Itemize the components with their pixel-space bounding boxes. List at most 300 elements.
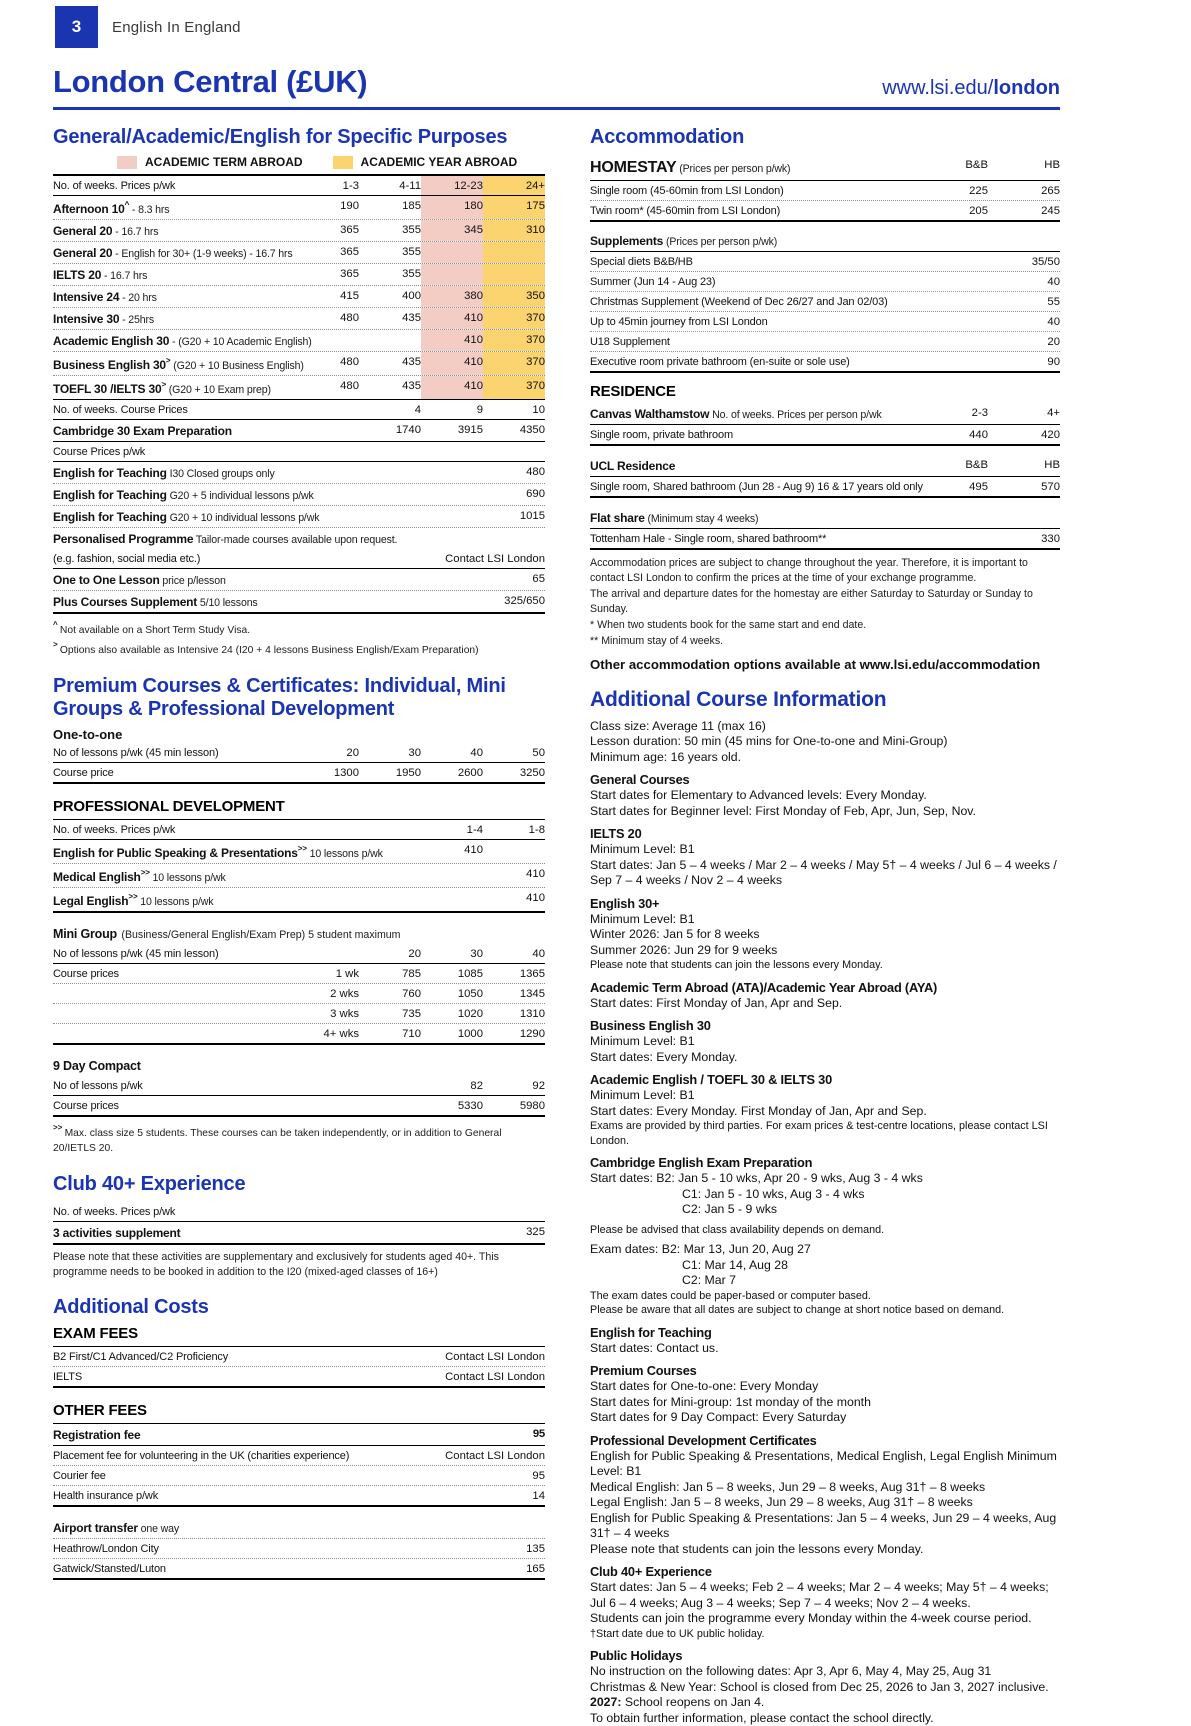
accommodation-note: The arrival and departure dates for the homestay are either Saturday to Saturday or Sunday to Sunday. [590,588,1033,615]
info-line: Winter 2026: Jan 5 for 8 weeks [590,927,760,942]
table-row [53,888,545,913]
info-line: English for Public Speaking & Presentations, Medical English, Legal English Minimum Level: B1 [590,1448,1057,1479]
row-label [53,400,297,419]
footnote-line [53,619,545,639]
price-cell: 1950 [395,766,421,779]
legend-swatch [333,156,353,169]
flat-share-table [590,507,1060,550]
row-desc: (Minimum stay 4 weeks) [644,512,759,525]
info-block-heading: Academic Term Abroad (ATA)/Academic Year Abroad (AYA) [590,979,938,995]
row-label-text: Tottenham Hale - Single room, shared bathroom** [590,532,827,545]
row-label [590,352,1047,371]
right-column [590,126,1060,1726]
price-cell [483,264,545,285]
row-desc: 10 lessons p/wk [306,847,383,860]
price-cell: 785 [402,967,421,980]
accommodation-notes [590,556,1060,648]
table-row [53,462,545,484]
row-label-text: U18 Supplement [590,335,670,348]
price-cell: 410 [526,891,545,904]
info-block [590,980,1060,1011]
row-label-text: Up to 45min journey from LSI London [590,315,768,328]
price-cell: 9 [476,403,483,416]
price-cell: 1365 [519,967,545,980]
collection-title: English In England [112,18,241,36]
airport-transfer-table [53,1517,545,1580]
price-cell [297,330,359,351]
homestay-table [590,155,1060,222]
row-label-text: No of lessons p/wk [53,1079,143,1092]
table-row [53,864,545,888]
row-sup: > [161,379,166,389]
table-row [53,1486,545,1507]
row-label [53,484,526,505]
price-cell: 710 [402,1027,421,1040]
table-row [590,425,1060,446]
row-label-text: Course price [53,766,114,779]
row-label-text: No. of weeks. Prices p/wk [53,1205,176,1218]
row-name: Legal English [53,893,129,908]
row-label-text: Courier fee [53,1469,106,1482]
info-block-heading: Academic English / TOEFL 30 & IELTS 30 [590,1072,833,1088]
info-line: Please be advised that class availability depends on demand. [590,1223,885,1236]
row-name: Medical English [53,869,141,884]
price-value: 165 [526,1562,545,1575]
row-label [53,1004,297,1023]
heading-exam-fees: EXAM FEES [53,1325,138,1343]
row-name: IELTS 20 [53,267,102,282]
price-value: 35/50 [1031,255,1060,268]
info-line: Start dates for Elementary to Advanced levels: Every Monday. [590,788,927,803]
row-label [590,181,916,200]
row-label [53,1539,526,1558]
price-cell: 480 [340,355,359,368]
price-cell: 3250 [519,766,545,779]
info-block-heading: Premium Courses [590,1363,697,1379]
price-cell: 185 [402,199,421,212]
table-row [53,819,545,840]
price-cell: 410 [421,308,483,329]
price-cell: 570 [1041,480,1060,493]
table-row [53,569,545,591]
table-row [53,308,545,330]
price-cell: 355 [402,245,421,258]
row-desc: - 20 hrs [119,291,157,304]
row-label-text: No. of weeks. Course Prices [53,403,188,416]
table-row [53,840,545,864]
page-number-badge: 3 [55,6,98,48]
row-desc: - 16.7 hrs [112,225,159,238]
legend-label: ACADEMIC TERM ABROAD [145,155,303,170]
price-cell: 370 [483,352,545,375]
nine-day-title: 9 Day Compact [53,1059,141,1074]
row-label [590,201,916,220]
club40-table [53,1202,545,1245]
table-row [590,455,1060,477]
row-sup: >> [140,867,150,877]
legend-item [333,155,518,169]
price-value: 95 [532,1427,545,1440]
info-line: Start dates: First Monday of Jan, Apr and Sep. [590,995,843,1010]
table-row [53,1096,545,1117]
heading-course-info: Additional Course Information [590,688,887,712]
row-name: General 20 [53,223,113,238]
price-cell: 92 [532,1079,545,1092]
row-desc: - 8.3 hrs [129,203,170,216]
info-line: Start dates for Beginner level: First Monday of Feb, Apr, Jun, Sep, Nov. [590,803,976,818]
info-block [590,896,1060,973]
info-block-heading: General Courses [590,772,690,788]
price-cell: 10 [532,403,545,416]
row-name: Afternoon 10 [53,201,125,216]
info-line: Minimum age: 16 years old. [590,749,742,764]
row-label [590,155,916,180]
row-label [53,442,545,461]
row-desc: 5/10 lessons [197,596,258,609]
row-name: Personalised Programme [53,531,194,546]
info-line: Class size: Average 11 (max 16) [590,718,766,733]
table-row [53,1367,545,1388]
row-label [590,477,923,496]
price-cell: 355 [402,267,421,280]
info-line: Minimum Level: B1 [590,1088,695,1103]
row-label-text: Course Prices p/wk [53,445,146,458]
price-value: 135 [526,1542,545,1555]
info-line: English for Public Speaking & Presentations: Jan 5 – 4 weeks, Jun 29 – 4 weeks, Aug 31† – 4 weeks [590,1510,1057,1541]
row-label [53,352,304,375]
price-cell: 370 [483,376,545,399]
table-row [53,286,545,308]
price-cell [297,400,359,419]
price-cell: 365 [340,223,359,236]
footnote-marker: > [53,640,60,650]
price-cell: 30 [470,947,483,960]
row-name: Intensive 30 [53,311,120,326]
info-line: C2: Mar 7 [682,1273,736,1288]
row-desc: I30 Closed groups only [166,467,275,480]
row-label-text: Health insurance p/wk [53,1489,159,1502]
row-label [53,1424,533,1445]
table-row [53,1222,545,1245]
heading-additional-costs: Additional Costs [53,1295,209,1318]
info-block-heading: Business English 30 [590,1018,711,1034]
price-cell [297,944,359,963]
row-desc: (Prices per person p/wk) [676,162,791,175]
other-accommodation-line: Other accommodation options available at www.lsi.edu/accommodation [590,657,1041,673]
info-block [590,826,1060,888]
price-cell: 4-11 [399,179,421,192]
price-cell: 2-3 [971,406,988,419]
price-cell: 1290 [519,1027,545,1040]
info-block-heading: IELTS 20 [590,826,642,842]
row-name: Intensive 24 [53,289,120,304]
row-name: Plus Courses Supplement [53,594,198,609]
table-row [53,1539,545,1559]
price-cell: 4 [414,403,421,416]
heading-other-fees: OTHER FEES [53,1402,147,1420]
heading-club40: Club 40+ Experience [53,1172,246,1195]
row-sup: > [165,355,171,365]
table-row [53,1076,545,1096]
price-cell: 410 [526,867,545,880]
row-label [53,330,312,351]
info-line: †Start date due to UK public holiday. [590,1627,765,1640]
footnote-line [53,1122,545,1157]
price-cell: 345 [421,220,483,241]
row-label [590,507,1060,528]
price-cell: B&B [965,458,988,471]
table-row [53,376,545,400]
row-label [53,763,297,782]
price-cell: 435 [402,355,421,368]
row-label [53,196,297,219]
row-label [53,242,297,263]
one-to-one-table [53,743,545,784]
row-label-text: Executive room private bathroom (en-suite or sole use) [590,355,850,368]
row-name: English for Teaching [53,487,167,502]
table-row [590,507,1060,529]
row-desc: 10 lessons p/wk [149,871,226,884]
price-cell: 5330 [457,1099,483,1112]
row-label [53,1347,445,1366]
info-line: The exam dates could be paper-based or computer based. [590,1289,871,1302]
info-line: Start dates: Jan 5 – 4 weeks; Feb 2 – 4 weeks; Mar 2 – 4 weeks; May 5† – 4 weeks; Jul 6 – 4 weeks; Aug 3 – 4 weeks; Sep 7 – 4 weeks; Nov 2 – 4 weeks. [590,1580,1049,1610]
price-cell: 20 [346,746,359,759]
table-row [53,196,545,220]
price-cell: 435 [402,311,421,324]
table-row [53,1024,545,1045]
row-label [590,312,1047,331]
row-label [53,840,421,863]
row-name: English for Teaching [53,509,167,524]
table-row [590,332,1060,352]
price-cell: 440 [969,428,988,441]
price-cell: 205 [969,204,988,217]
row-label-text: Single room, private bathroom [590,428,734,441]
row-label [53,864,421,887]
price-cell: 30 [408,746,421,759]
row-name: Cambridge 30 Exam Preparation [53,423,232,438]
price-cell: 40 [470,746,483,759]
legend-swatch [117,156,137,169]
row-desc: G20 + 10 individual lessons p/wk [166,511,320,524]
info-block [590,1433,1060,1557]
row-desc: No. of weeks. Prices per person p/wk [709,408,882,421]
table-row [590,403,1060,425]
price-cell [483,840,545,863]
info-line: Start dates for 9 Day Compact: Every Saturday [590,1410,847,1425]
price-value: Contact LSI London [445,552,545,565]
row-label [53,1222,526,1243]
table-row [590,252,1060,272]
row-label [590,292,1047,311]
general-footnotes [53,619,545,659]
footnote-text: Not available on a Short Term Study Visa. [59,625,251,637]
price-cell [483,242,545,263]
price-cell: 40 [532,947,545,960]
table-row [53,763,545,784]
table-row [53,549,545,569]
price-cell: 225 [969,184,988,197]
info-block [590,1564,1060,1641]
row-label-text: (e.g. fashion, social media etc.) [53,552,201,565]
ucl-residence-table [590,455,1060,498]
row-sup: ^ [124,199,130,209]
prof-dev-table [53,819,545,913]
table-row [53,400,545,420]
price-cell: 245 [1041,204,1060,217]
price-value: 20 [1047,335,1060,348]
info-line: Please note that students can join the lessons every Monday. [590,959,883,972]
row-label [590,425,916,444]
row-name: HOMESTAY [590,158,677,176]
row-sup: >> [128,891,138,901]
table-row [53,528,545,549]
row-label-text: Course prices [53,1099,119,1112]
page-title: London Central (£UK) [53,64,368,99]
price-cell [421,888,483,911]
info-line: Start dates: B2: Jan 5 - 10 wks, Apr 20 - 9 wks, Aug 3 - 4 wks [590,1171,923,1186]
heading-general: General/Academic/English for Specific Purposes [53,126,508,148]
row-label [53,1466,532,1485]
row-label [590,272,1047,291]
row-label [53,376,297,399]
price-cell: 1740 [395,423,421,436]
price-cell: 410 [464,843,483,856]
price-cell: 1 wk [335,967,359,980]
price-cell: 355 [402,223,421,236]
price-cell: 410 [421,330,483,351]
table-row [590,272,1060,292]
table-row [590,352,1060,373]
row-label-text: Single room, Shared bathroom (Jun 28 - Aug 9) 16 & 17 years old only [590,480,923,493]
top-bar [0,0,1191,48]
price-value: 90 [1047,355,1060,368]
info-line: Minimum Level: B1 [590,911,695,926]
info-line: Students can join the programme every Monday within the 4-week course period. [590,1611,1032,1626]
row-name: UCL Residence [590,458,676,473]
left-column [53,126,545,1726]
price-cell: 1-4 [466,823,483,836]
row-label [53,220,297,241]
table-row [53,591,545,614]
price-cell: HB [1044,458,1060,471]
row-label-text: B2 First/C1 Advanced/C2 Proficiency [53,1350,229,1363]
price-cell: 350 [483,286,545,307]
premium-footnote [53,1122,545,1157]
price-value: 325 [526,1225,545,1238]
row-name: Flat share [590,510,645,525]
table-row [53,264,545,286]
heading-residence: RESIDENCE [590,383,676,401]
row-label [590,403,916,424]
info-line: Minimum Level: B1 [590,1034,695,1049]
row-label [590,455,916,476]
info-line: No instruction on the following dates: Apr 3, Apr 6, May 4, May 25, Aug 31 [590,1664,992,1679]
price-cell [421,242,483,263]
site-url[interactable] [882,77,1060,100]
row-label [53,264,297,285]
info-line: Christmas & New Year: School is closed from Dec 25, 2026 to Jan 3, 2027 inclusive. [590,1679,1049,1694]
table-legend [117,155,545,169]
row-name: English for Public Speaking & Presentations [53,845,298,860]
row-label [53,1446,445,1465]
row-label [590,332,1047,351]
row-label [53,1486,532,1505]
price-cell: 82 [470,1079,483,1092]
price-cell: 50 [532,746,545,759]
footnote-line [53,639,545,659]
footnote-marker: >> [53,1123,65,1133]
row-label [53,308,297,329]
price-cell: 1085 [457,967,483,980]
row-name: English for Teaching [53,465,167,480]
info-line: C1: Jan 5 - 10 wks, Aug 3 - 4 wks [682,1186,865,1201]
price-cell: 370 [483,308,545,329]
row-label [53,984,297,1003]
price-value: 1015 [519,509,545,522]
table-row [53,1517,545,1539]
price-cell: 20 [408,947,421,960]
row-label [590,252,1032,271]
row-desc: (G20 + 10 Exam prep) [165,383,271,396]
price-cell: 495 [969,480,988,493]
info-block [590,1072,1060,1148]
row-label [53,1517,545,1538]
price-value: 480 [526,465,545,478]
info-block-heading: Club 40+ Experience [590,1564,712,1580]
table-row [590,181,1060,201]
info-block [590,1648,1060,1726]
info-block [590,1018,1060,1065]
price-cell: HB [1044,158,1060,171]
price-cell: 190 [340,199,359,212]
row-label-text: Christmas Supplement (Weekend of Dec 26/27 and Jan 02/03) [590,295,888,308]
table-row [53,442,545,462]
info-line: Summer 2026: Jun 29 for 9 weeks [590,942,778,957]
row-label [53,569,532,590]
price-cell: 180 [421,196,483,219]
row-name: TOEFL 30 /IELTS 30 [53,381,162,396]
table-row [53,352,545,376]
price-cell: 415 [340,289,359,302]
row-label-text: No of lessons p/wk (45 min lesson) [53,746,219,759]
mini-group-title: Mini Group (Business/General English/Exam Prep) 5 student maximum [53,927,401,942]
info-block [590,1155,1060,1318]
row-label-text: Summer (Jun 14 - Aug 23) [590,275,716,288]
row-label [53,462,526,483]
price-cell: 1300 [333,766,359,779]
row-desc: 10 lessons p/wk [137,895,214,908]
price-value: 95 [532,1469,545,1482]
table-row [590,155,1060,181]
row-name: Airport transfer [53,1520,138,1535]
price-cell: 370 [483,330,545,351]
price-cell: 1345 [519,987,545,1000]
price-cell: 1-3 [342,179,359,192]
price-cell: 735 [402,1007,421,1020]
row-name: 3 activities supplement [53,1225,181,1240]
info-block-heading: English for Teaching [590,1324,712,1340]
table-row [53,506,545,528]
price-value: 690 [526,487,545,500]
price-value: 65 [532,572,545,585]
price-cell: 1-8 [528,823,545,836]
legend-label: ACADEMIC YEAR ABROAD [360,155,518,170]
table-row [53,1423,545,1446]
table-row [53,984,545,1004]
accommodation-note: * When two students book for the same start and end date. [590,618,867,631]
